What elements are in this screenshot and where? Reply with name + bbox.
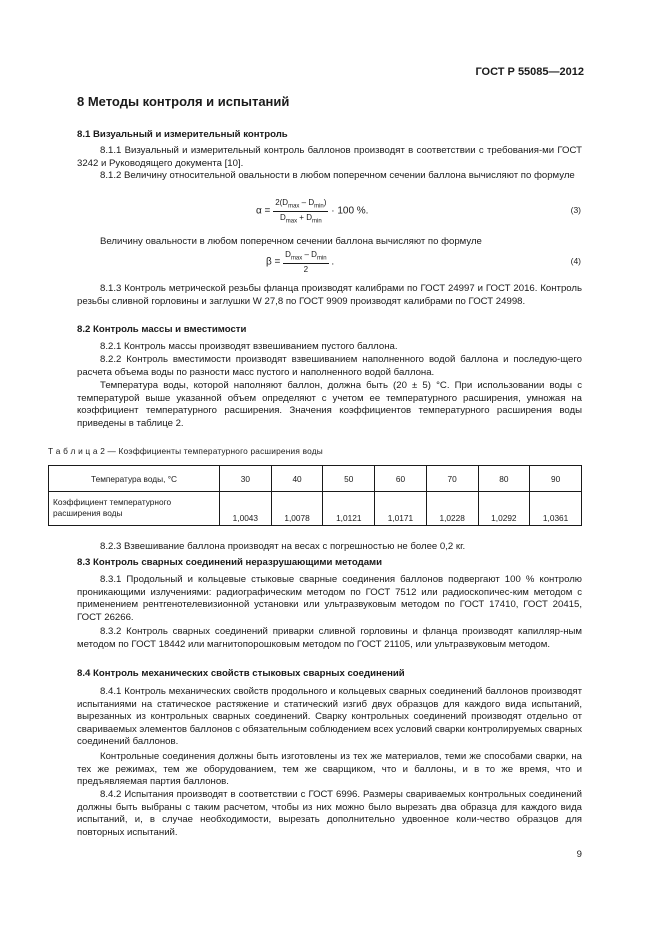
formula-3-denominator: $D_{max} + D_{min}$ bbox=[279, 212, 322, 225]
table-cell-temp: 80 bbox=[478, 466, 530, 492]
table-cell-coef: 1,0361 bbox=[530, 492, 582, 526]
table-2 bbox=[48, 465, 582, 526]
table-cell-coef: 1,0078 bbox=[271, 492, 323, 526]
paragraph-water-temperature: Температура воды, которой наполняют баллон, должна быть (20 ± 5) °С. При использовании воды с температурой выше указанной объем определяют с учетом ее температурного расширения, умножая на коэффициент температурного расширения. Значения коэффициентов температурного расширения воды приведены в таблице 2. bbox=[77, 380, 582, 429]
table-cell-temp: 50 bbox=[323, 466, 375, 492]
subsection-8-4-title: 8.4 Контроль механических свойств стыковых сварных соединений bbox=[77, 668, 405, 679]
table-cell-coef: 1,0121 bbox=[323, 492, 375, 526]
table-cell-coef: 1,0228 bbox=[426, 492, 478, 526]
equation-number-4: (4) bbox=[570, 256, 581, 266]
paragraph-8-3-2: 8.3.2 Контроль сварных соединений приварки сливной горловины и фланца производят капилляр-ным методом по ГОСТ 18442 или магнитопорошковым методом по ГОСТ 21105, или ультразвуковым методом. bbox=[77, 626, 582, 650]
subsection-8-3-title: 8.3 Контроль сварных соединений неразрушающими методами bbox=[77, 557, 383, 568]
paragraph-control-joints: Контрольные соединения должны быть изготовлены из тех же материалов, теми же способами сварки, на тех же режимах, тем же оборудованием, тем же сварщиком, что и баллоны, и в то же время, что и предъявляемая партия баллонов. bbox=[77, 751, 582, 788]
paragraph-8-1-1: 8.1.1 Визуальный и измерительный контроль баллонов производят в соответствии с требования-ми ГОСТ 3242 и Руководящего документа [10]. bbox=[77, 145, 582, 169]
table-cell-coef: 1,0292 bbox=[478, 492, 530, 526]
table-cell-coef: 1,0043 bbox=[220, 492, 272, 526]
formula-3-fraction bbox=[273, 198, 328, 224]
table-2-caption: Т а б л и ц а 2 — Коэффициенты температурного расширения воды bbox=[48, 446, 323, 456]
paragraph-8-2-3: 8.2.3 Взвешивание баллона производят на весах с погрешностью не более 0,2 кг. bbox=[100, 541, 466, 552]
formula-3-tail: · 100 %. bbox=[331, 205, 369, 217]
formula-4-fraction bbox=[283, 250, 328, 274]
subsection-8-1-title: 8.1 Визуальный и измерительный контроль bbox=[77, 129, 288, 140]
formula-4 bbox=[266, 250, 334, 274]
page-number: 9 bbox=[576, 849, 582, 860]
paragraph-8-4-1: 8.4.1 Контроль механических свойств продольного и кольцевых сварных соединений баллонов производят испытаниями на статическое растяжение и статический изгиб двух образцов для каждого вида испытаний, вырезанных из контрольных сварных соединений. Сварку контрольных соединений производят отдельно от свариваемых элементов баллонов с обязательным соблюдением всех условий сварки контролируемых сварных соединений баллонов. bbox=[77, 686, 582, 748]
formula-4-denominator: 2 bbox=[303, 264, 309, 274]
paragraph-8-1-2: 8.1.2 Величину относительной овальности в любом поперечном сечении баллона вычисляют по формуле bbox=[100, 170, 575, 181]
table-label-coefficient: Коэффициент температурного расширения воды bbox=[49, 492, 220, 526]
paragraph-8-3-1: 8.3.1 Продольный и кольцевые стыковые сварные соединения баллонов подвергают 100 % контролю проникающими излучениями: радиографическим методом по ГОСТ 7512 или радиоскопичес-ким методом с применением рентгенотелевизионной установки или ультразвуковым методом по ГОСТ 17410, ГОСТ 20415, ГОСТ 26266. bbox=[77, 574, 582, 623]
subsection-8-2-title: 8.2 Контроль массы и вместимости bbox=[77, 324, 247, 335]
formula-4-lhs: β = bbox=[266, 256, 281, 268]
table-label-temperature: Температура воды, °С bbox=[49, 466, 220, 492]
paragraph-8-2-2: 8.2.2 Контроль вместимости производят взвешиванием наполненного водой баллона и последую-щего расчета объема воды по разности масс пустого и наполненного водой баллона. bbox=[77, 354, 582, 378]
paragraph-8-1-3: 8.1.3 Контроль метрической резьбы фланца производят калибрами по ГОСТ 24997 и ГОСТ 2016. Контроль резьбы сливной горловины и заглушки W 27,8 по ГОСТ 9909 производят калибрами по ГОСТ 24998. bbox=[77, 283, 582, 307]
formula-3-numerator: $2(D_{max} - D_{min})$ bbox=[275, 198, 327, 210]
paragraph-8-2-1: 8.2.1 Контроль массы производят взвешиванием пустого баллона. bbox=[100, 341, 398, 352]
equation-number-3: (3) bbox=[570, 205, 581, 215]
table-cell-temp: 90 bbox=[530, 466, 582, 492]
table-cell-temp: 70 bbox=[426, 466, 478, 492]
formula-3 bbox=[256, 198, 368, 224]
formula-3-lhs: α = bbox=[256, 205, 271, 217]
table-cell-temp: 40 bbox=[271, 466, 323, 492]
section-8-title: 8 Методы контроля и испытаний bbox=[77, 94, 290, 109]
table-cell-temp: 60 bbox=[375, 466, 427, 492]
formula-4-tail: . bbox=[331, 256, 335, 268]
table-row-coefficient bbox=[49, 492, 582, 526]
paragraph-8-4-2: 8.4.2 Испытания производят в соответствии с ГОСТ 6996. Размеры свариваемых контрольных соединений должны быть выбраны с таким расчетом, чтобы из них можно было вырезать два образца для каждого вида испытаний, и, в случае необходимости, вырезать дополнительно удвоенное коли-чество образцов для повторных испытаний. bbox=[77, 789, 582, 838]
paragraph-ovality: Величину овальности в любом поперечном сечении баллона вычисляют по формуле bbox=[100, 236, 482, 247]
table-cell-temp: 30 bbox=[220, 466, 272, 492]
formula-4-numerator: $D_{max} - D_{min}$ bbox=[285, 250, 327, 262]
document-id-header: ГОСТ Р 55085—2012 bbox=[475, 66, 584, 78]
table-row-temperature bbox=[49, 466, 582, 492]
table-cell-coef: 1,0171 bbox=[375, 492, 427, 526]
